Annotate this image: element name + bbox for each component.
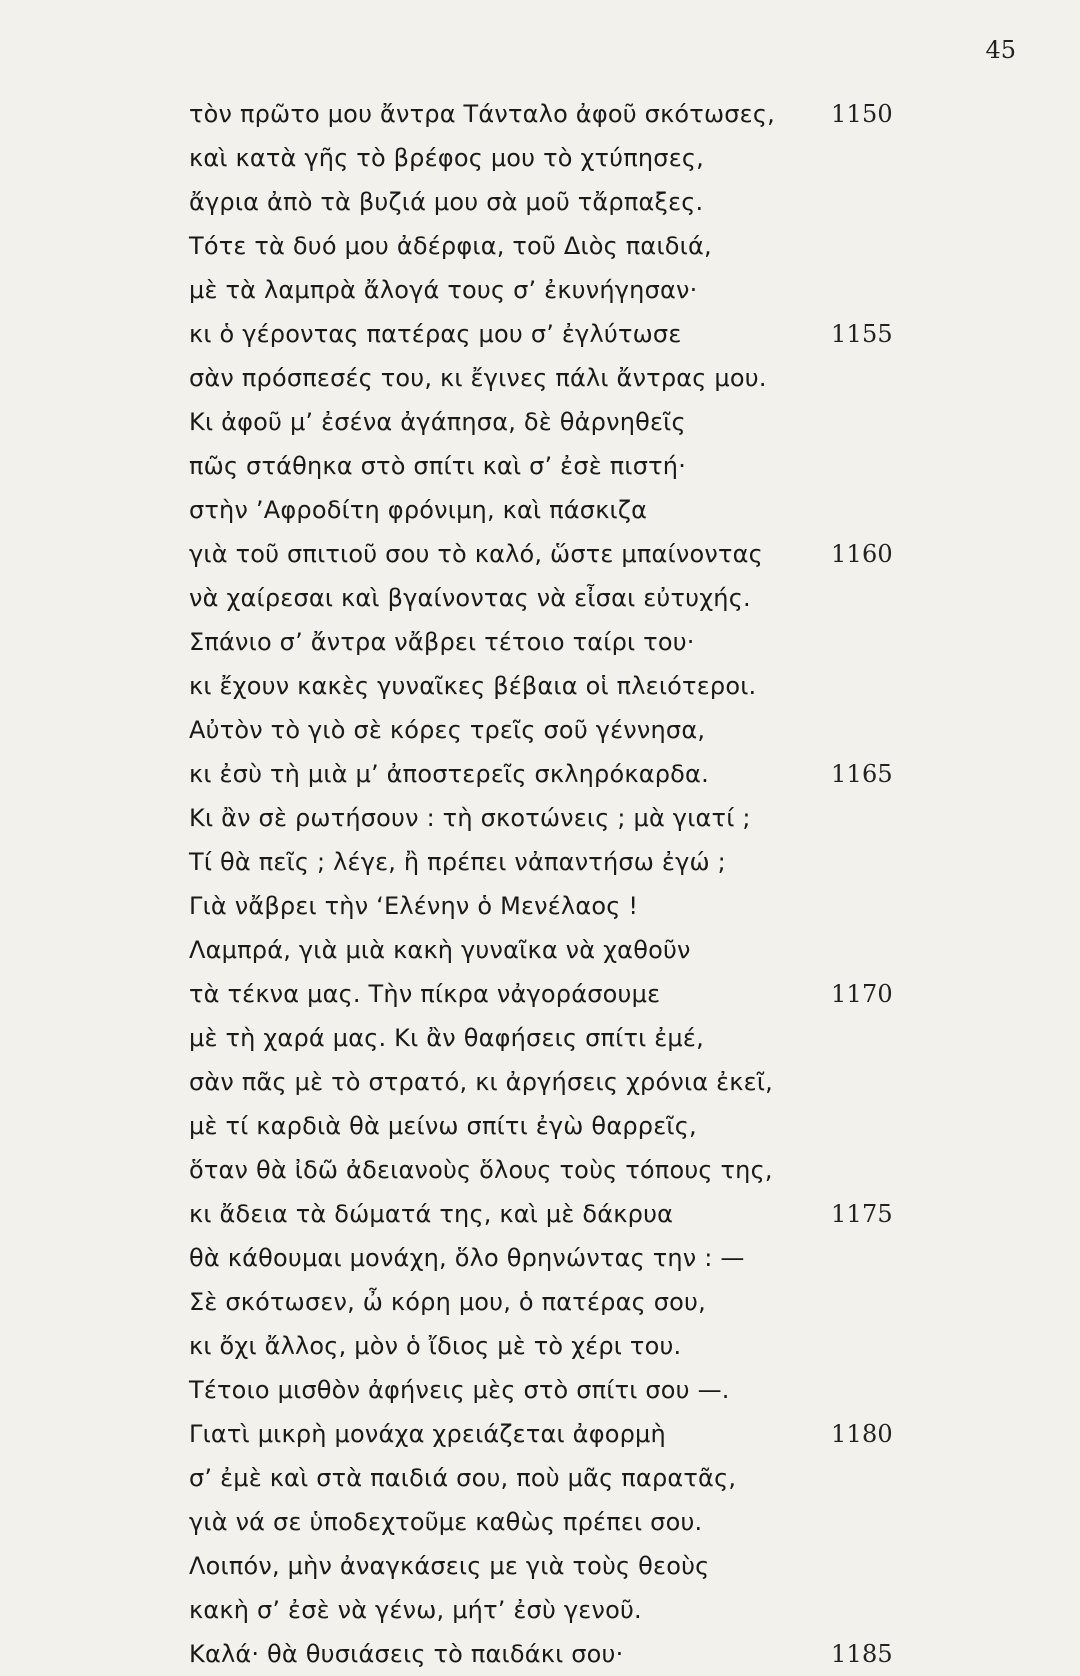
verse-text: κακὴ σ’ ἐσὲ νὰ γένω, μήτ’ ἐσὺ γενοῦ. (189, 1596, 642, 1624)
verse-line (189, 268, 1009, 312)
line-number: 1175 (831, 1200, 893, 1228)
verse-line (189, 1236, 1009, 1280)
verse-text: θὰ κάθουμαι μονάχη, ὅλο θρηνώντας την : — (189, 1244, 745, 1272)
verse-text: Σὲ σκότωσεν, ὦ κόρη μου, ὁ πατέρας σου, (189, 1288, 706, 1316)
line-number: 1165 (831, 760, 893, 788)
verse-line (189, 1500, 1009, 1544)
verse-line (189, 400, 1009, 444)
verse-line (189, 92, 1009, 136)
verse-text: κι ὄχι ἄλλος, μὸν ὁ ἴδιος μὲ τὸ χέρι του. (189, 1332, 682, 1360)
verse-text: σ’ ἐμὲ καὶ στὰ παιδιά σου, ποὺ μᾶς παρατᾶς, (189, 1464, 737, 1492)
verse-line (189, 1060, 1009, 1104)
verse-line (189, 928, 1009, 972)
verse-text: τὰ τέκνα μας. Τὴν πίκρα νἀγοράσουμε (189, 980, 661, 1008)
verse-text: Τί θὰ πεῖς ; λέγε, ἢ πρέπει νἀπαντήσω ἐγώ ; (189, 848, 726, 876)
verse-line (189, 1324, 1009, 1368)
verse-line (189, 796, 1009, 840)
verse-line (189, 1016, 1009, 1060)
verse-text: κι ἔχουν κακὲς γυναῖκες βέβαια οἱ πλειότεροι. (189, 672, 757, 700)
poem-text (189, 92, 1009, 1676)
verse-text: ὅταν θὰ ἰδῶ ἀδειανοὺς ὅλους τοὺς τόπους της, (189, 1156, 773, 1184)
verse-line (189, 972, 1009, 1016)
verse-text: νὰ χαίρεσαι καὶ βγαίνοντας νὰ εἶσαι εὐτυχής. (189, 584, 751, 612)
verse-line (189, 708, 1009, 752)
verse-text: γιὰ νά σε ὑποδεχτοῦμε καθὼς πρέπει σου. (189, 1508, 703, 1536)
verse-line (189, 1368, 1009, 1412)
verse-text: Κι ἀφοῦ μ’ ἐσένα ἀγάπησα, δὲ θἀρνηθεῖς (189, 408, 686, 436)
verse-line (189, 884, 1009, 928)
verse-text: Καλά· θὰ θυσιάσεις τὸ παιδάκι σου· (189, 1640, 624, 1668)
verse-text: Τότε τὰ δυό μου ἀδέρφια, τοῦ Διὸς παιδιά, (189, 232, 712, 260)
line-number: 1160 (831, 540, 893, 568)
verse-text: στὴν ’Αφροδίτη φρόνιμη, καὶ πάσκιζα (189, 496, 648, 524)
verse-line (189, 752, 1009, 796)
verse-text: μὲ τί καρδιὰ θὰ μείνω σπίτι ἐγὼ θαρρεῖς, (189, 1112, 697, 1140)
verse-text: γιὰ τοῦ σπιτιοῦ σου τὸ καλό, ὥστε μπαίνοντας (189, 540, 763, 568)
verse-text: κι ἄδεια τὰ δώματά της, καὶ μὲ δάκρυα (189, 1200, 674, 1228)
verse-text: πῶς στάθηκα στὸ σπίτι καὶ σ’ ἐσὲ πιστή· (189, 452, 687, 480)
verse-text: Λοιπόν, μὴν ἀναγκάσεις με γιὰ τοὺς θεοὺς (189, 1552, 710, 1580)
verse-text: Τέτοιο μισθὸν ἀφήνεις μὲς στὸ σπίτι σου —. (189, 1376, 730, 1404)
line-number: 1150 (831, 100, 893, 128)
verse-text: κι ὁ γέροντας πατέρας μου σ’ ἐγλύτωσε (189, 320, 682, 348)
verse-text: ἄγρια ἀπὸ τὰ βυζιά μου σὰ μοῦ τἄρπαξες. (189, 188, 704, 216)
verse-text: τὸν πρῶτο μου ἄντρα Τάνταλο ἀφοῦ σκότωσες, (189, 100, 775, 128)
verse-text: σὰν πρόσπεσές του, κι ἔγινες πάλι ἄντρας μου. (189, 364, 767, 392)
verse-line (189, 488, 1009, 532)
verse-line (189, 664, 1009, 708)
verse-text: μὲ τὴ χαρά μας. Κι ἂν θαφήσεις σπίτι ἐμέ, (189, 1024, 704, 1052)
verse-line (189, 1148, 1009, 1192)
page-number: 45 (985, 36, 1016, 64)
verse-line (189, 576, 1009, 620)
verse-text: καὶ κατὰ γῆς τὸ βρέφος μου τὸ χτύπησες, (189, 144, 705, 172)
verse-line (189, 1192, 1009, 1236)
verse-text: Λαμπρά, γιὰ μιὰ κακὴ γυναῖκα νὰ χαθοῦν (189, 936, 691, 964)
verse-line (189, 180, 1009, 224)
verse-line (189, 136, 1009, 180)
verse-text: μὲ τὰ λαμπρὰ ἄλογά τους σ’ ἐκυνήγησαν· (189, 276, 698, 304)
verse-line (189, 1588, 1009, 1632)
verse-text: Σπάνιο σ’ ἄντρα νἄβρει τέτοιο ταίρι του· (189, 628, 695, 656)
verse-text: Γιὰ νἄβρει τὴν ‘Ελένην ὁ Μενέλαος ! (189, 892, 639, 920)
line-number: 1155 (831, 320, 893, 348)
verse-line (189, 620, 1009, 664)
line-number: 1180 (831, 1420, 893, 1448)
verse-line (189, 312, 1009, 356)
verse-line (189, 840, 1009, 884)
verse-line (189, 1544, 1009, 1588)
verse-line (189, 1412, 1009, 1456)
verse-line (189, 1104, 1009, 1148)
line-number: 1185 (831, 1640, 893, 1668)
verse-text: κι ἐσὺ τὴ μιὰ μ’ ἀποστερεῖς σκληρόκαρδα. (189, 760, 709, 788)
verse-line (189, 532, 1009, 576)
verse-text: Γιατὶ μικρὴ μονάχα χρειάζεται ἀφορμὴ (189, 1420, 666, 1448)
verse-text: Αὐτὸν τὸ γιὸ σὲ κόρες τρεῖς σοῦ γέννησα, (189, 716, 706, 744)
verse-line (189, 356, 1009, 400)
verse-text: σὰν πᾶς μὲ τὸ στρατό, κι ἀργήσεις χρόνια ἐκεῖ, (189, 1068, 773, 1096)
verse-line (189, 1632, 1009, 1676)
verse-line (189, 224, 1009, 268)
verse-line (189, 1456, 1009, 1500)
line-number: 1170 (831, 980, 893, 1008)
verse-text: Κι ἂν σὲ ρωτήσουν : τὴ σκοτώνεις ; μὰ γιατί ; (189, 804, 751, 832)
verse-line (189, 444, 1009, 488)
verse-line (189, 1280, 1009, 1324)
